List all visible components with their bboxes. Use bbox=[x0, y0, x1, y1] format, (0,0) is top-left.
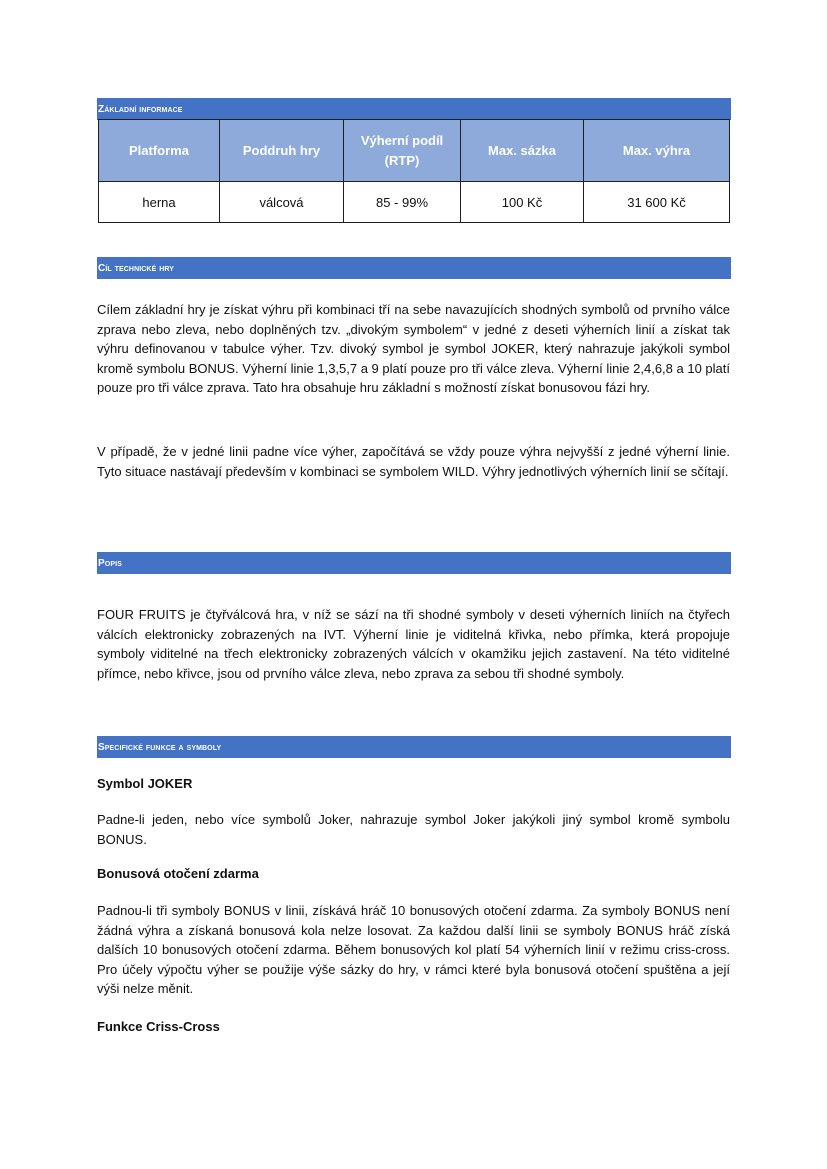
header-max-bet: Max. sázka bbox=[461, 120, 584, 182]
table-row bbox=[99, 182, 730, 223]
table-header-row bbox=[99, 120, 730, 182]
cell-max-win: 31 600 Kč bbox=[584, 182, 730, 223]
cell-subtype: válcová bbox=[220, 182, 344, 223]
section-header-features: Specifické funkce a symboly bbox=[97, 736, 731, 758]
header-subtype: Poddruh hry bbox=[220, 120, 344, 182]
header-rtp: Výherní podíl (RTP) bbox=[344, 120, 461, 182]
criss-cross-title: Funkce Criss-Cross bbox=[97, 1019, 220, 1034]
header-max-win: Max. výhra bbox=[584, 120, 730, 182]
cell-platform: herna bbox=[99, 182, 220, 223]
joker-paragraph: Padne-li jeden, nebo více symbolů Joker, nahrazuje symbol Joker jakýkoli jiný symbol kromě symbolu BONUS. bbox=[97, 812, 730, 847]
bonus-title: Bonusová otočení zdarma bbox=[97, 866, 259, 881]
section-header-goal: Cíl technické hry bbox=[97, 257, 731, 279]
section-header-description: Popis bbox=[97, 552, 731, 574]
section-header-basic-info: Základní informace bbox=[97, 98, 731, 120]
basic-info-table bbox=[98, 119, 730, 223]
joker-title: Symbol JOKER bbox=[97, 776, 193, 791]
goal-paragraph-1: Cílem základní hry je získat výhru při kombinaci tří na sebe navazujících shodných symbolů od prvního válce zprava nebo zleva, nebo doplněných tzv. „divokým symbolem“ v jedné z deseti výherních linií a získat tak výhru definovanou v tabulce výher. Tzv. divoký symbol je symbol JOKER, který nahrazuje jakýkoli symbol kromě symbolu BONUS. Výherní linie 1,3,5,7 a 9 platí pouze pro tři válce zleva. Výherní linie 2,4,6,8 a 10 platí pouze pro tři válce zprava. Tato hra obsahuje hru základní s možností získat bonusovou fázi hry. bbox=[97, 302, 730, 395]
header-platform: Platforma bbox=[99, 120, 220, 182]
cell-rtp: 85 - 99% bbox=[344, 182, 461, 223]
goal-paragraph-2: V případě, že v jedné linii padne více výher, započítává se vždy pouze výhra nejvyšší z jedné výherní linie. Tyto situace nastávají především v kombinaci se symbolem WILD. Výhry jednotlivých výherních linií se sčítají. bbox=[97, 444, 730, 479]
cell-max-bet: 100 Kč bbox=[461, 182, 584, 223]
bonus-paragraph: Padnou-li tři symboly BONUS v linii, získává hráč 10 bonusových otočení zdarma. Za symboly BONUS není žádná výhra a získaná bonusová kola nelze losovat. Za každou další linii se symboly BONUS hráč získá dalších 10 bonusových otočení zdarma. Během bonusových kol platí 54 výherních linií v režimu criss-cross. Pro účely výpočtu výher se použije výše sázky do hry, v rámci které byla bonusová otočení spuštěna a její výši nelze měnit. bbox=[97, 903, 730, 996]
description-paragraph: FOUR FRUITS je čtyřválcová hra, v níž se sází na tři shodné symboly v deseti výherních liniích na čtyřech válcích elektronicky zobrazených na IVT. Výherní linie je viditelná křivka, nebo přímka, která propojuje symboly viditelné na třech elektronicky zobrazených válcích v okamžiku jejich zastavení. Na této viditelné přímce, nebo křivce, jsou od prvního válce zleva, nebo zprava za sebou tři shodné symboly. bbox=[97, 607, 730, 681]
